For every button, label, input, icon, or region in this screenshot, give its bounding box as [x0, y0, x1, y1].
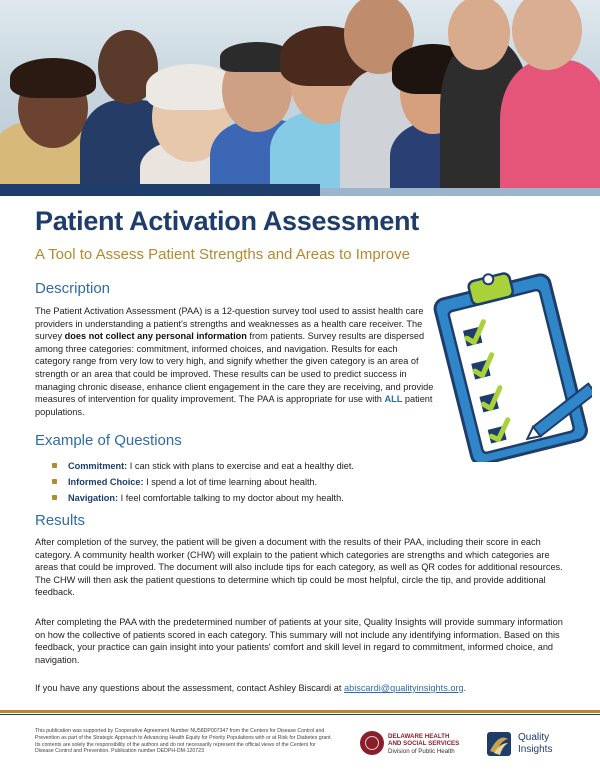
- results-paragraph-1: After completion of the survey, the patient will be given a document with the results of their PAA, including their score in each category. A community health worker (CHW) will explain to the patient which categories are strengths and which categories are areas that could be improved. The document will also include tips for each category, as well as QR codes for additional resources. The CHW will then ask the patient questions to determine which tip could be most helpful, circle the tip, and provide additional feedback.: [35, 537, 563, 598]
- example-term: Commitment:: [68, 461, 128, 471]
- contact-end: .: [463, 683, 467, 693]
- bullet-icon: [52, 479, 57, 484]
- example-text: I spend a lot of time learning about health.: [143, 477, 318, 487]
- page-subtitle: A Tool to Assess Patient Strengths and Areas to Improve: [35, 246, 410, 263]
- example-term: Navigation:: [68, 493, 119, 503]
- results-paragraph-2: After completing the PAA with the predetermined number of patients at your site, Quality Insights will provide summary information on how the collective of patients scored in each category. This summary will not include any identifying information. Based on this feedback, your practice can gain insight into your patients' comfort and skill level in regard to commitment, informed choice, and navigation.: [35, 617, 563, 665]
- quality-insights-mark-icon: [486, 731, 512, 757]
- hero-photo: [0, 0, 600, 196]
- description-highlight: ALL: [384, 394, 403, 405]
- example-term: Informed Choice:: [68, 477, 144, 487]
- contact-text: If you have any questions about the assessment, contact Ashley Biscardi at: [35, 683, 344, 693]
- footer-disclaimer: This publication was supported by Cooperative Agreement Number NU58DP007347 from the Centers for Disease Control and Prevention as part of the Strategic Approach to Advancing Health Equity for Priority Populations with or at Risk for Diabetes grant. Its contents are solely the responsibility of the authors and do not necessarily represent the official views of the Centers for Disease Control and Prevention. Publication number DEDPH-DM-120723: [35, 728, 332, 755]
- description-heading: Description: [35, 280, 111, 297]
- dhss-seal-icon: [360, 731, 384, 755]
- examples-list: [52, 458, 354, 506]
- examples-heading: Example of Questions: [35, 432, 182, 449]
- clipboard-checklist-icon: [432, 262, 592, 462]
- footer-divider-navy: [0, 714, 600, 715]
- example-text: I can stick with plans to exercise and eat a healthy diet.: [127, 461, 354, 471]
- example-text: I feel comfortable talking to my doctor about my health.: [118, 493, 344, 503]
- hero-accent-bar: [0, 184, 320, 196]
- list-item: [52, 490, 354, 506]
- description-text-end: patient populations.: [35, 394, 433, 417]
- results-heading: Results: [35, 512, 86, 529]
- description-text-2: from patients. Survey results are dispersed among three categories: commitment, informed choices, and navigation. Results for each category range from very low to very high, and signify whether the given category is an area of strength or an area that could be improved. These results can be used to predict success in managing chronic disease, enhance client engagement in the care they are receiving, and provide measures of intervention for quality improvement. The PAA is appropriate for use with: [35, 331, 434, 405]
- hero-accent-bar-light: [320, 188, 600, 196]
- footer-divider-gold: [0, 710, 600, 713]
- page-title: Patient Activation Assessment: [35, 206, 419, 236]
- description-text-1: The Patient Activation Assessment (PAA) is a 12-question survey tool used to assist health care providers in understanding a patient's strengths and weaknesses as a health care receiver. The survey: [35, 306, 424, 342]
- dhss-logo-line3: Division of Public Health: [388, 748, 455, 755]
- dhss-logo: [360, 729, 478, 759]
- quality-insights-line1: Quality: [518, 732, 550, 743]
- list-item: [52, 458, 354, 474]
- contact-line: [35, 682, 565, 695]
- description-bold: does not collect any personal information: [64, 331, 247, 342]
- quality-insights-logo: [486, 729, 570, 759]
- bullet-icon: [52, 495, 57, 500]
- dhss-logo-line1: DELAWARE HEALTH: [388, 733, 450, 740]
- description-paragraph: [35, 305, 435, 418]
- email-link[interactable]: abiscardi@qualityinsights.org: [343, 683, 464, 693]
- list-item: [52, 474, 354, 490]
- quality-insights-line2: Insights: [518, 744, 553, 755]
- dhss-logo-line2: AND SOCIAL SERVICES: [388, 740, 460, 747]
- bullet-icon: [52, 463, 57, 468]
